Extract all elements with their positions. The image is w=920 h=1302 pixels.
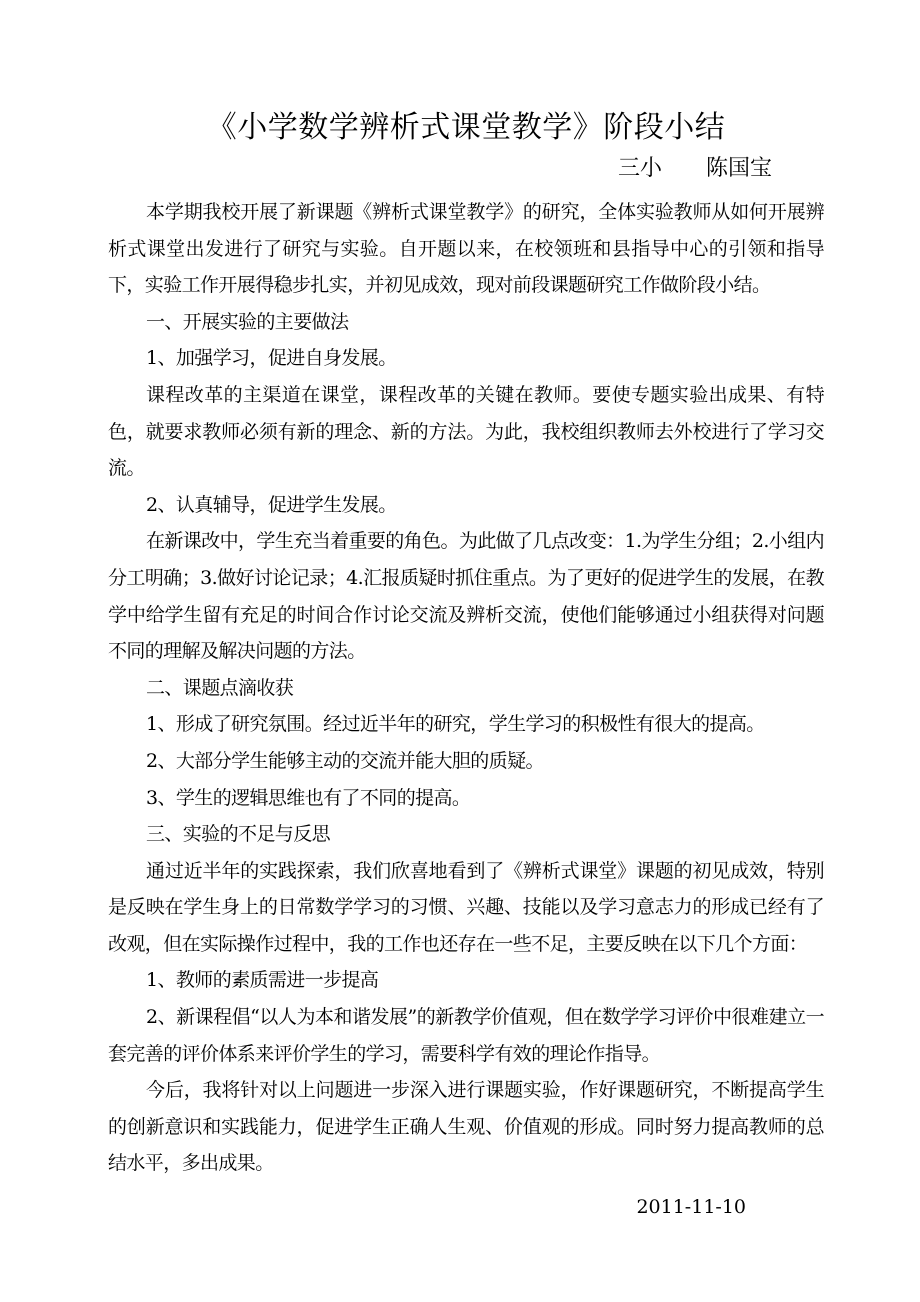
subheading-1-2: 2、认真辅导，促进学生发展。 [146,493,397,516]
heading-section-3: 三、实验的不足与反思 [146,823,331,846]
gain-item-3: 3、学生的逻辑思维也有了不同的提高。 [146,786,471,809]
heading-section-1: 一、开展实验的主要做法 [146,310,349,333]
paragraph-reflection: 通过近半年的实践探索，我们欣喜地看到了《辨析式课堂》课题的初见成效，特别是反映在学生身上的日常数学学习的习惯、兴趣、技能以及学习意志力的形成已经有了改观，但在实际操作过程中，我的工作也还存在一些不足，主要反映在以下几个方面： [108,859,824,955]
paragraph-guidance: 在新课改中，学生充当着重要的角色。为此做了几点改变：1.为学生分组；2.小组内分工明确；3.做好讨论记录；4.汇报质疑时抓住重点。为了更好的促进学生的发展，在教学中给学生留有充足的时间合作讨论交流及辨析交流，使他们能够通过小组获得对问题不同的理解及解决问题的方法。 [108,530,824,663]
document-byline: 三小 陈国宝 [617,156,772,181]
shortcoming-item-2: 2、新课程倡“以人为本和谐发展”的新教学价值观，但在数学学习评价中很难建立一套完善的评价体系来评价学生的学习，需要科学有效的理论作指导。 [108,1006,824,1065]
shortcoming-item-1: 1、教师的素质需进一步提高 [146,969,379,992]
paragraph-study: 课程改革的主渠道在课堂，课程改革的关键在教师。要使专题实验出成果、有特色，就要求教师必须有新的理念、新的方法。为此，我校组织教师去外校进行了学习交流。 [108,383,824,480]
heading-section-2: 二、课题点滴收获 [146,676,294,699]
document-date: 2011-11-10 [636,1196,746,1219]
subheading-1-1: 1、加强学习，促进自身发展。 [146,347,397,370]
gain-item-2: 2、大部分学生能够主动的交流并能大胆的质疑。 [146,749,544,772]
gain-item-1: 1、形成了研究氛围。经过近半年的研究，学生学习的积极性有很大的提高。 [146,713,765,736]
document-body [108,194,824,1182]
document-title: 《小学数学辨析式课堂教学》阶段小结 [206,110,726,145]
paragraph-intro: 本学期我校开展了新课题《辨析式课堂教学》的研究，全体实验教师从如何开展辨析式课堂出发进行了研究与实验。自开题以来，在校领班和县指导中心的引领和指导下，实验工作开展得稳步扎实，并初见成效，现对前段课题研究工作做阶段小结。 [108,201,824,297]
paragraph-future-plan: 今后，我将针对以上问题进一步深入进行课题实验，作好课题研究，不断提高学生的创新意识和实践能力，促进学生正确人生观、价值观的形成。同时努力提高教师的总结水平，多出成果。 [108,1079,824,1175]
